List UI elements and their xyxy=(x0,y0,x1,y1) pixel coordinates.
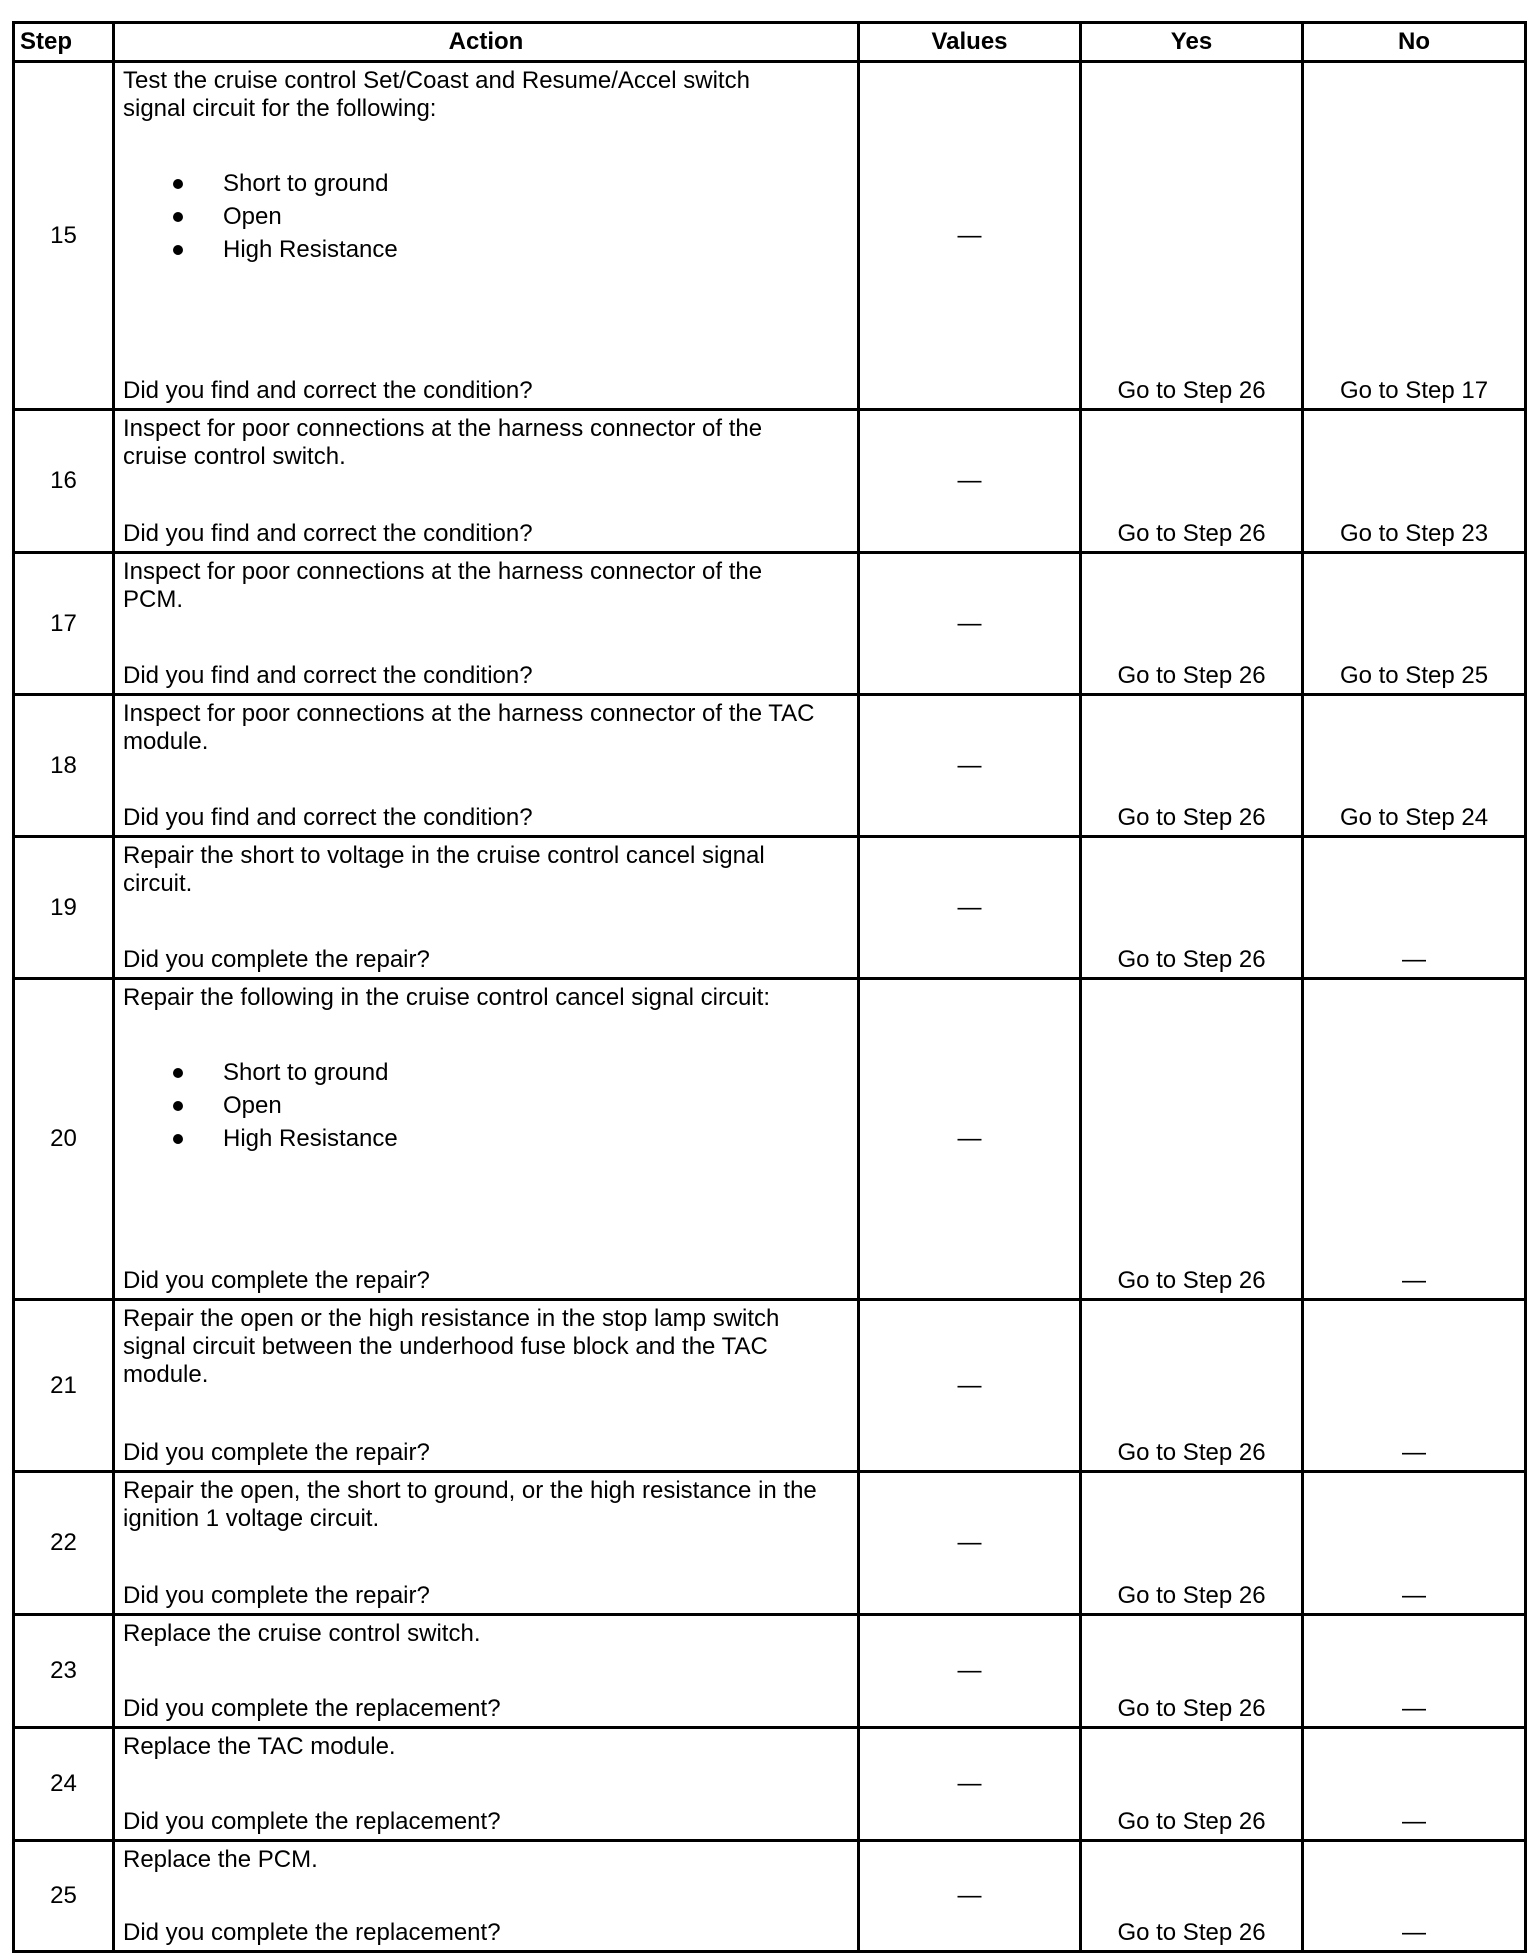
yes-cell: Go to Step 26 xyxy=(1081,410,1303,553)
table-row xyxy=(14,1728,1526,1841)
step-number: 15 xyxy=(14,62,114,410)
action-content xyxy=(123,700,849,832)
bullet-item xyxy=(123,1122,849,1155)
step-number: 18 xyxy=(14,695,114,837)
yes-cell: Go to Step 26 xyxy=(1081,1728,1303,1841)
table-row xyxy=(14,62,1526,410)
action-content xyxy=(123,67,849,405)
action-cell xyxy=(114,837,859,979)
action-text: Repair the open, the short to ground, or the high resistance in the ignition 1 voltage circuit. xyxy=(123,1477,817,1532)
action-cell xyxy=(114,1472,859,1615)
no-cell: — xyxy=(1303,979,1526,1300)
action-top xyxy=(123,842,849,898)
yes-cell: Go to Step 26 xyxy=(1081,837,1303,979)
action-cell xyxy=(114,62,859,410)
yes-cell: Go to Step 26 xyxy=(1081,695,1303,837)
action-cell xyxy=(114,1728,859,1841)
action-text: Repair the open or the high resistance in the stop lamp switch signal circuit between the underhood fuse block and the TAC module. xyxy=(123,1305,780,1388)
bullet-item xyxy=(123,233,849,266)
action-top xyxy=(123,1305,849,1389)
bullet-item xyxy=(123,1056,849,1089)
values-cell: — xyxy=(859,1841,1081,1952)
action-cell xyxy=(114,695,859,837)
action-cell xyxy=(114,979,859,1300)
action-content xyxy=(123,1846,849,1947)
bullet-label: High Resistance xyxy=(223,236,398,263)
no-cell: Go to Step 17 xyxy=(1303,62,1526,410)
action-content xyxy=(123,1620,849,1723)
action-top xyxy=(123,700,849,756)
action-question: Did you complete the replacement? xyxy=(123,1808,501,1835)
bullet-label: Short to ground xyxy=(223,170,389,197)
bullet-dot-icon xyxy=(173,1068,183,1078)
action-cell xyxy=(114,410,859,553)
step-number: 25 xyxy=(14,1841,114,1952)
values-cell: — xyxy=(859,695,1081,837)
values-cell: — xyxy=(859,1300,1081,1472)
bullet-dot-icon xyxy=(173,245,183,255)
step-number: 24 xyxy=(14,1728,114,1841)
bullet-dot-icon xyxy=(173,179,183,189)
table-row xyxy=(14,837,1526,979)
action-top xyxy=(123,984,849,1155)
values-cell: — xyxy=(859,1472,1081,1615)
action-content xyxy=(123,1477,849,1610)
yes-cell: Go to Step 26 xyxy=(1081,1841,1303,1952)
yes-cell: Go to Step 26 xyxy=(1081,1615,1303,1728)
action-text: Replace the cruise control switch. xyxy=(123,1620,481,1647)
step-number: 21 xyxy=(14,1300,114,1472)
action-question: Did you find and correct the condition? xyxy=(123,377,533,404)
yes-cell: Go to Step 26 xyxy=(1081,1472,1303,1615)
bullet-label: High Resistance xyxy=(223,1125,398,1152)
yes-cell: Go to Step 26 xyxy=(1081,1300,1303,1472)
header-row xyxy=(14,23,1526,62)
step-number: 17 xyxy=(14,553,114,695)
bullet-dot-icon xyxy=(173,1101,183,1111)
step-number: 19 xyxy=(14,837,114,979)
values-cell: — xyxy=(859,837,1081,979)
no-cell: — xyxy=(1303,1728,1526,1841)
table-row xyxy=(14,1300,1526,1472)
action-text: Replace the PCM. xyxy=(123,1846,318,1873)
bullet-dot-icon xyxy=(173,1134,183,1144)
action-cell xyxy=(114,1615,859,1728)
bullet-dot-icon xyxy=(173,212,183,222)
action-question: Did you complete the repair? xyxy=(123,1582,430,1609)
table-row xyxy=(14,695,1526,837)
action-question: Did you find and correct the condition? xyxy=(123,662,533,689)
bullet-label: Short to ground xyxy=(223,1059,389,1086)
action-content xyxy=(123,415,849,548)
action-top xyxy=(123,1846,849,1874)
values-cell: — xyxy=(859,1728,1081,1841)
no-cell: — xyxy=(1303,1300,1526,1472)
step-number: 23 xyxy=(14,1615,114,1728)
table-row xyxy=(14,1841,1526,1952)
bullet-label: Open xyxy=(223,203,282,230)
action-top xyxy=(123,67,849,266)
action-text: Inspect for poor connections at the harness connector of the TAC module. xyxy=(123,700,815,755)
action-text: Test the cruise control Set/Coast and Resume/Accel switch signal circuit for the following: xyxy=(123,67,750,122)
bullet-list xyxy=(123,123,849,266)
action-content xyxy=(123,984,849,1295)
no-cell: Go to Step 25 xyxy=(1303,553,1526,695)
no-cell: — xyxy=(1303,1841,1526,1952)
step-number: 22 xyxy=(14,1472,114,1615)
bullet-label: Open xyxy=(223,1092,282,1119)
bullet-list xyxy=(123,1012,849,1155)
values-cell: — xyxy=(859,553,1081,695)
header-action: Action xyxy=(114,23,859,62)
action-question: Did you complete the replacement? xyxy=(123,1919,501,1946)
table-row xyxy=(14,1472,1526,1615)
values-cell: — xyxy=(859,410,1081,553)
header-yes: Yes xyxy=(1081,23,1303,62)
action-text: Replace the TAC module. xyxy=(123,1733,396,1760)
action-question: Did you complete the repair? xyxy=(123,946,430,973)
action-top xyxy=(123,558,849,614)
action-text: Inspect for poor connections at the harness connector of the cruise control switch. xyxy=(123,415,763,470)
yes-cell: Go to Step 26 xyxy=(1081,979,1303,1300)
action-content xyxy=(123,1733,849,1836)
header-values: Values xyxy=(859,23,1081,62)
no-cell: — xyxy=(1303,837,1526,979)
action-top xyxy=(123,1733,849,1761)
no-cell: Go to Step 24 xyxy=(1303,695,1526,837)
action-cell xyxy=(114,553,859,695)
table-row xyxy=(14,410,1526,553)
table-row xyxy=(14,979,1526,1300)
table-row xyxy=(14,553,1526,695)
action-top xyxy=(123,1620,849,1648)
action-question: Did you complete the repair? xyxy=(123,1439,430,1466)
action-content xyxy=(123,842,849,974)
table-body xyxy=(14,62,1526,1952)
action-text: Repair the short to voltage in the cruise control cancel signal circuit. xyxy=(123,842,765,897)
no-cell: — xyxy=(1303,1615,1526,1728)
step-number: 16 xyxy=(14,410,114,553)
action-content xyxy=(123,1305,849,1467)
bullet-item xyxy=(123,167,849,200)
action-cell xyxy=(114,1300,859,1472)
step-number: 20 xyxy=(14,979,114,1300)
no-cell: — xyxy=(1303,1472,1526,1615)
action-question: Did you find and correct the condition? xyxy=(123,804,533,831)
action-text: Repair the following in the cruise control cancel signal circuit: xyxy=(123,984,770,1011)
action-top xyxy=(123,1477,849,1533)
bullet-item xyxy=(123,1089,849,1122)
values-cell: — xyxy=(859,1615,1081,1728)
values-cell: — xyxy=(859,979,1081,1300)
diagnostic-table xyxy=(12,21,1527,1953)
action-question: Did you complete the replacement? xyxy=(123,1695,501,1722)
action-content xyxy=(123,558,849,690)
yes-cell: Go to Step 26 xyxy=(1081,62,1303,410)
yes-cell: Go to Step 26 xyxy=(1081,553,1303,695)
action-top xyxy=(123,415,849,471)
action-question: Did you complete the repair? xyxy=(123,1267,430,1294)
action-cell xyxy=(114,1841,859,1952)
action-text: Inspect for poor connections at the harness connector of the PCM. xyxy=(123,558,763,613)
bullet-item xyxy=(123,200,849,233)
action-question: Did you find and correct the condition? xyxy=(123,520,533,547)
values-cell: — xyxy=(859,62,1081,410)
header-no: No xyxy=(1303,23,1526,62)
no-cell: Go to Step 23 xyxy=(1303,410,1526,553)
table-row xyxy=(14,1615,1526,1728)
header-step: Step xyxy=(14,23,114,62)
